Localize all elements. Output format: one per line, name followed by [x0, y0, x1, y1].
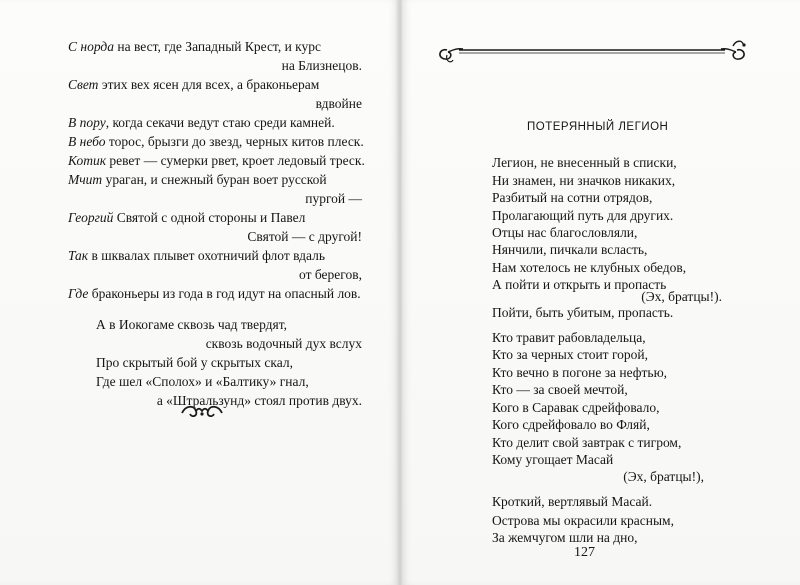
- poem-line: (Эх, братцы!),: [623, 469, 704, 484]
- poem-line: Кого в Саравак сдрейфовало,: [492, 400, 660, 415]
- poem-line: [68, 76, 319, 94]
- line-text: ревет — сумерки рвет, кроет ледовый треск.: [106, 153, 365, 168]
- poem-line: Кому угощает Масай: [492, 452, 614, 467]
- poem-line: [68, 38, 321, 56]
- line-text: на вест, где Западный Крест, и курс: [113, 39, 322, 54]
- poem-line: [282, 57, 362, 75]
- poem-line: Пролагающий путь для других.: [492, 208, 674, 223]
- poem-line: Ни знамен, ни значков никаких,: [492, 173, 676, 188]
- poem-line: [299, 266, 362, 284]
- poem-line: Где шел «Сполох» и «Балтику» гнал,: [96, 374, 309, 389]
- poem-line: Пойти, быть убитым, пропасть.: [492, 305, 674, 320]
- line-text: от берегов,: [299, 267, 362, 282]
- line-text: Святой — с другой!: [247, 229, 362, 244]
- poem-line: Нам хотелось не клубных обедов,: [492, 260, 687, 275]
- line-text: этих вех ясен для всех, а браконьерам: [98, 77, 320, 92]
- line-lead: Котик: [68, 153, 107, 168]
- poem-line: а «Штральзунд» стоял против двух.: [156, 393, 362, 408]
- poem-line: Кто — за своей мечтой,: [492, 382, 628, 397]
- poem-line: Кто травит рабовладельца,: [492, 330, 646, 345]
- poem-line: Разбитый на сотни отрядов,: [492, 190, 653, 205]
- poem-line: [316, 95, 362, 113]
- line-lead: В пору: [68, 115, 106, 130]
- poem-line: Кого сдрейфовало во Фляй,: [492, 417, 650, 432]
- poem-line: А пойти и открыть и пропасть: [492, 277, 667, 292]
- line-text: браконьеры из года в год идут на опасный лов.: [88, 286, 361, 301]
- poem-line: Кроткий, вертлявый Масай.: [492, 494, 653, 509]
- poem-line: [247, 228, 362, 246]
- line-lead: Так: [68, 248, 89, 263]
- poem-line: [68, 152, 365, 170]
- line-text: вдвойне: [315, 96, 362, 111]
- line-lead: Свет: [68, 77, 99, 92]
- poem-line: [68, 285, 361, 303]
- poem-line: Отцы нас благословляли,: [492, 225, 638, 240]
- line-lead: В небо: [68, 134, 106, 149]
- poem-line: (Эх, братцы!).: [641, 289, 722, 304]
- poem-line: Острова мы окрасили красным,: [492, 513, 674, 528]
- poem-line: Кто вечно в погоне за нефтью,: [492, 365, 668, 380]
- poem-line: Кто делит свой завтрак с тигром,: [492, 435, 682, 450]
- poem-line: Кто за черных стоит горой,: [492, 347, 649, 362]
- left-page: [0, 0, 398, 585]
- poem-line: За жемчугом шли на дно,: [492, 530, 638, 545]
- line-lead: С норда: [68, 39, 114, 54]
- header-ornament-icon: [433, 38, 751, 68]
- poem-line: [68, 133, 364, 151]
- line-lead: Где: [68, 286, 89, 301]
- line-lead: Мчит: [68, 172, 103, 187]
- line-lead: Георгий: [68, 210, 114, 225]
- poem-line: Про скрытый бой у скрытых скал,: [96, 355, 293, 370]
- poem-line: Нянчили, пичкали всласть,: [492, 242, 648, 257]
- line-text: в шквалах плывет охотничий флот вдаль: [88, 248, 326, 263]
- line-text: на Близнецов.: [281, 58, 362, 73]
- line-text: Святой с одной стороны и Павел: [113, 210, 306, 225]
- poem-line: А в Иокогаме сквозь чад твердят,: [96, 317, 288, 332]
- line-text: торос, брызги до звезд, черных китов плеск.: [105, 134, 364, 149]
- page-number: 127: [574, 545, 595, 560]
- line-text: пургой —: [305, 191, 362, 206]
- poem-line: [68, 114, 335, 132]
- poem-line: [68, 171, 327, 189]
- line-text: ураган, и снежный буран воет русской: [102, 172, 327, 187]
- poem-line: [305, 190, 362, 208]
- poem-title: ПОТЕРЯННЫЙ ЛЕГИОН: [527, 121, 669, 133]
- poem-line: [68, 247, 325, 265]
- line-text: , когда секачи ведут стаю среди камней.: [105, 115, 335, 130]
- end-ornament-icon: [178, 400, 226, 422]
- poem-line: Легион, не внесенный в списки,: [492, 155, 677, 170]
- poem-line: [68, 209, 305, 227]
- poem-line: сквозь водочный дух вслух: [205, 336, 362, 351]
